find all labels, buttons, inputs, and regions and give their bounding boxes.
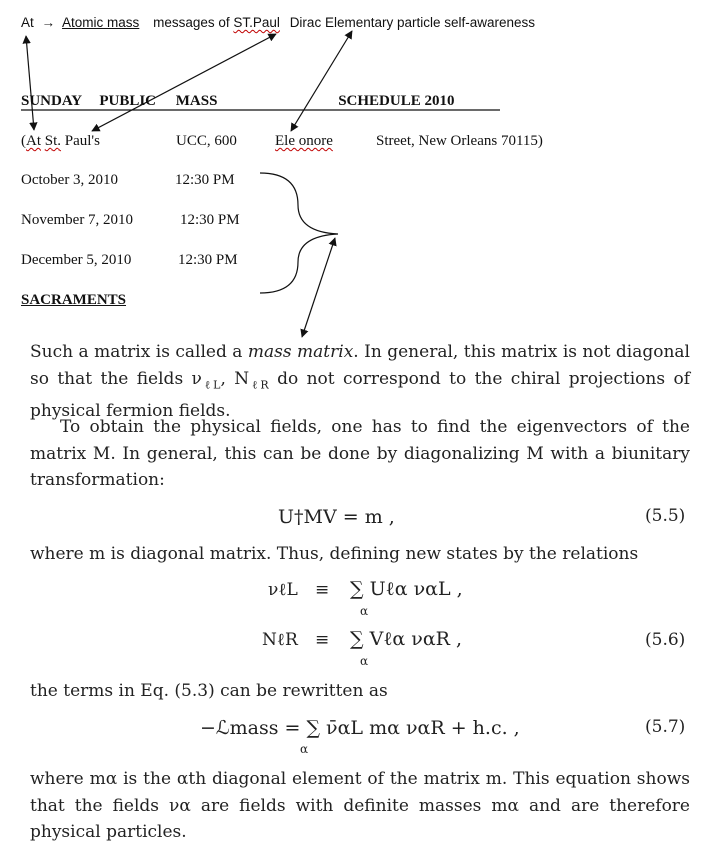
heading-public: PUBLIC xyxy=(99,93,157,109)
heading-schedule: SCHEDULE 2010 xyxy=(338,93,455,109)
address-st: St. xyxy=(44,133,62,149)
equation-5-5: U†MV = m , xyxy=(278,506,395,528)
arrow-dirac xyxy=(291,31,352,131)
address-at: At xyxy=(26,133,41,149)
address-open: ( xyxy=(21,133,26,149)
annotation-st-paul: ST.Paul xyxy=(233,15,280,30)
address-pauls: Paul's xyxy=(64,133,100,149)
schedule-time-2: 12:30 PM xyxy=(180,212,240,228)
curly-brace xyxy=(260,173,338,293)
equation-5-6-number: (5.6) xyxy=(645,630,686,650)
p1-part-b: . In general, this matrix is not diagonal so that the fields ν xyxy=(30,342,690,389)
schedule-date-3: December 5, 2010 xyxy=(21,252,132,268)
paragraph-1 xyxy=(30,339,690,425)
schedule-time-3: 12:30 PM xyxy=(178,252,238,268)
annotation-messages-of: messages of xyxy=(153,15,230,30)
eq56b-lhs: NℓR xyxy=(262,630,298,650)
paragraph-5: where mα is the αth diagonal element of the matrix m. This equation shows that the fields να are fields with definite masses mα and are therefore physical particles. xyxy=(30,769,690,842)
p1-part-a: Such a matrix is called a xyxy=(30,342,248,362)
annotation-atomic-mass: Atomic mass xyxy=(62,15,140,30)
equation-5-5-number: (5.5) xyxy=(645,506,686,526)
schedule-date-1: October 3, 2010 xyxy=(21,172,119,188)
address-street: Street, New Orleans 70115) xyxy=(376,133,543,149)
eq56b-sum-index: α xyxy=(360,654,369,668)
paragraph-2: To obtain the physical fields, one has to find the eigenvectors of the matrix M. In general, this can be done by diagonalizing M with a biunitary transformation: xyxy=(30,417,690,490)
address-ele: Ele onore xyxy=(275,133,333,149)
equation-5-7: −ℒmass = ∑ ν̄αL mα ναR + h.c. , xyxy=(200,717,520,739)
eq56b-relation: ≡ xyxy=(315,630,330,650)
eq56a-lhs: νℓL xyxy=(268,580,298,600)
arrow-st-paul xyxy=(92,34,276,131)
heading-sunday: SUNDAY xyxy=(21,93,82,109)
heading-mass: MASS xyxy=(175,93,218,109)
arrow-brace-mass xyxy=(302,238,335,337)
right-arrow-icon: → xyxy=(41,15,56,30)
annotation-dirac: Dirac xyxy=(289,15,322,30)
p1-emphasis: mass matrix xyxy=(247,342,354,362)
arrow-at xyxy=(26,36,34,130)
annotation-at: At xyxy=(21,15,34,30)
equation-5-7-number: (5.7) xyxy=(645,717,686,737)
paragraph-4: the terms in Eq. (5.3) can be rewritten as xyxy=(30,681,388,701)
eq56a-sum-index: α xyxy=(360,604,369,618)
schedule-time-1: 12:30 PM xyxy=(175,172,235,188)
p1-sub-1: ℓL xyxy=(201,377,221,391)
paragraph-3: where m is diagonal matrix. Thus, defining new states by the relations xyxy=(30,544,639,564)
eq56a-rhs: ∑ Uℓα ναL , xyxy=(350,578,463,600)
eq57-sum-index: α xyxy=(300,742,309,756)
annotation-tail: Elementary particle self-awareness xyxy=(324,15,536,30)
schedule-date-2: November 7, 2010 xyxy=(21,212,134,228)
sacraments-heading: SACRAMENTS xyxy=(21,292,127,308)
address-ucc: UCC, 600 xyxy=(176,133,237,149)
p1-part-c: , N xyxy=(220,368,250,389)
eq56b-rhs: ∑ Vℓα ναR , xyxy=(350,628,463,650)
p1-part-d: do not correspond to the chiral projections of physical fermion fields. xyxy=(30,368,690,422)
p1-sub-2: ℓR xyxy=(249,377,269,391)
eq56a-relation: ≡ xyxy=(315,580,330,600)
